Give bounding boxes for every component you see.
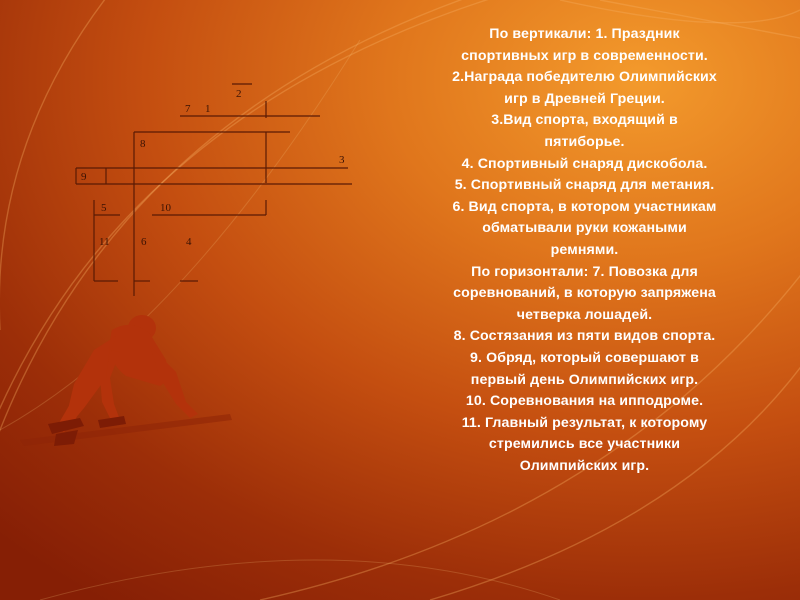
- crossword-number-1: 1: [205, 103, 211, 115]
- clue-line: 6. Вид спорта, в котором участникам: [452, 198, 717, 215]
- crossword-clues: [412, 24, 757, 477]
- crossword-number-5: 5: [101, 202, 107, 214]
- clue-line: соревнований, в которую запряжена: [453, 285, 716, 302]
- crossword-number-11: 11: [99, 236, 110, 248]
- clue-line: По вертикали: 1. Праздник: [489, 26, 680, 42]
- clue-line: По горизонтали: 7. Повозка для: [471, 263, 698, 280]
- crossword-number-9: 9: [81, 171, 87, 183]
- crossword-number-8: 8: [140, 138, 146, 150]
- clue-line: 3.Вид спорта, входящий в: [491, 112, 678, 129]
- clue-line: 2.Награда победителю Олимпийских: [452, 69, 717, 86]
- clue-line: Олимпийских игр.: [519, 457, 650, 474]
- crossword-number-2: 2: [236, 88, 242, 100]
- clue-line: 9. Обряд, который совершают в: [470, 349, 699, 366]
- clue-line: 11. Главный результат, к которому: [461, 414, 708, 431]
- clue-line: спортивных игр в современности.: [461, 47, 708, 64]
- clue-line: 10. Соревнования на ипподроме.: [465, 393, 704, 410]
- crossword-number-6: 6: [141, 236, 147, 248]
- clue-line: ремнями.: [550, 241, 619, 258]
- clue-line: пятиборье.: [544, 133, 625, 150]
- clue-line: стремились все участники: [488, 436, 681, 453]
- crossword-number-7: 7: [185, 103, 191, 115]
- crossword-number-10: 10: [160, 202, 171, 214]
- clue-line: 4. Спортивный снаряд дискобола.: [461, 155, 708, 172]
- clue-line: 8. Состязания из пяти видов спорта.: [453, 328, 716, 345]
- crossword-number-3: 3: [339, 154, 345, 166]
- clue-line: обматывали руки кожаными: [482, 220, 687, 237]
- clue-line: игр в Древней Греции.: [504, 90, 665, 107]
- clue-line: первый день Олимпийских игр.: [470, 371, 699, 388]
- crossword-number-4: 4: [186, 236, 192, 248]
- clue-line: 5. Спортивный снаряд для метания.: [454, 177, 715, 194]
- clue-line: четверка лошадей.: [516, 306, 653, 323]
